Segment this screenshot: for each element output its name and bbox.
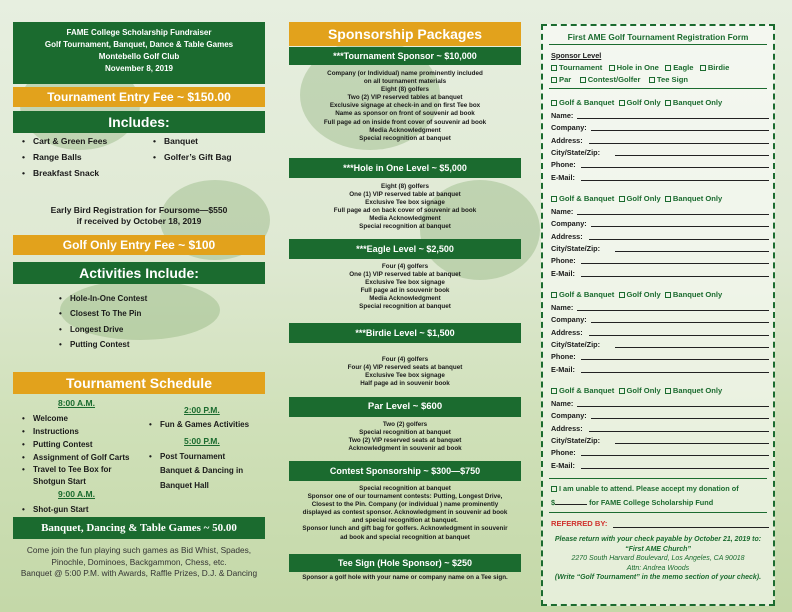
time-8am: 8:00 A.M. (58, 398, 96, 408)
eagle-checkbox[interactable] (665, 65, 671, 71)
benefit: Exclusive Tee box signage (365, 279, 445, 287)
return-instructions (543, 535, 773, 583)
option-label: Banquet Only (672, 290, 723, 299)
benefit: Special recognition at banquet (359, 429, 451, 437)
benefit: Sponsor lunch and gift bag for golfers. Acknowledgment in souvenir (302, 525, 508, 533)
field-line[interactable] (589, 143, 769, 144)
benefit: ad book and special recognition at banquet (340, 533, 470, 541)
option-label: Golf Only (626, 386, 661, 395)
field-line[interactable] (581, 372, 769, 373)
field-label: Phone: (551, 448, 576, 458)
schedule-title: Tournament Schedule (13, 372, 265, 394)
option-label: Golf & Banquet (559, 194, 615, 203)
benefit: One (1) VIP reserved table at banquet (349, 191, 461, 199)
form-field[interactable] (551, 424, 769, 433)
field-line[interactable] (591, 130, 769, 131)
form-field[interactable] (551, 244, 769, 253)
early-bird-line-2: if received by October 18, 2019 (76, 216, 202, 226)
player-options (551, 290, 773, 299)
early-bird-line-1: Early Bird Registration for Foursome—$550 (50, 205, 228, 215)
footer-line-1: Come join the fun playing such games as Bid Whist, Spades, (26, 545, 252, 555)
par-checkbox[interactable] (551, 77, 557, 83)
donation-line-2 (551, 497, 713, 507)
golf-only-checkbox[interactable] (619, 100, 625, 106)
option-label: Banquet Only (672, 386, 723, 395)
option-label: Banquet Only (672, 98, 723, 107)
golf-banquet-checkbox[interactable] (551, 196, 557, 202)
par-list (289, 421, 521, 453)
benefit: Media Acknowledgment (369, 295, 441, 303)
field-label: Phone: (551, 352, 576, 362)
option-label: Golf Only (626, 290, 661, 299)
field-line[interactable] (615, 155, 769, 156)
info-column (0, 0, 270, 612)
contest-golfer-checkbox[interactable] (580, 77, 586, 83)
sponsor-level-row-1 (551, 63, 773, 72)
schedule-item-cont: Banquet Hall (160, 481, 209, 490)
schedule-item: • Post Tournament (160, 452, 225, 461)
field-line[interactable] (589, 335, 769, 336)
form-field[interactable] (551, 303, 769, 312)
benefit: Exclusive Tee box signage (365, 372, 445, 380)
player-options (551, 98, 773, 107)
field-line[interactable] (615, 443, 769, 444)
player-options (551, 386, 773, 395)
banquet-bar: Banquet, Dancing & Table Games ~ 50.00 (13, 517, 265, 539)
form-field[interactable] (551, 232, 769, 241)
schedule-item: • Shot-gun Start (33, 505, 89, 514)
golf-banquet-checkbox[interactable] (551, 292, 557, 298)
entry-fee-bar: Tournament Entry Fee ~ $150.00 (13, 87, 265, 107)
eagle-head: ***Eagle Level ~ $2,500 (289, 239, 521, 259)
option-label: Tournament (559, 63, 603, 72)
return-line-4: Attn: Andrea Woods (626, 564, 690, 572)
field-line[interactable] (581, 167, 769, 168)
time-9am: 9:00 A.M. (58, 489, 96, 499)
form-field[interactable] (551, 328, 769, 337)
includes-title: Includes: (13, 111, 265, 133)
form-field[interactable] (551, 173, 769, 182)
return-line-5: (Write “Golf Tournament” in the memo section of your check). (554, 574, 762, 581)
form-field[interactable] (551, 136, 769, 145)
tee-sign-list (289, 574, 521, 582)
form-field[interactable] (551, 219, 769, 228)
form-field[interactable] (551, 123, 769, 132)
donation-line-1 (551, 484, 771, 493)
golf-only-checkbox[interactable] (619, 292, 625, 298)
field-label: City/State/Zip: (551, 147, 601, 157)
schedule-item: • Assignment of Golf Carts (33, 453, 129, 462)
field-line[interactable] (591, 322, 769, 323)
field-label: E-Mail: (551, 364, 575, 374)
benefit: Company (or Individual) name prominently included (327, 70, 483, 77)
golf-banquet-checkbox[interactable] (551, 100, 557, 106)
player-options (551, 194, 773, 203)
option-label: Golf & Banquet (559, 290, 615, 299)
donation-amount-field[interactable] (555, 497, 587, 505)
sponsor-level-row-2 (551, 75, 773, 84)
birdie-list (289, 356, 521, 388)
birdie-head: ***Birdie Level ~ $1,500 (289, 323, 521, 343)
field-line[interactable] (615, 347, 769, 348)
field-label: E-Mail: (551, 268, 575, 278)
benefit: Acknowledgment in souvenir ad book (348, 445, 462, 453)
field-line[interactable] (581, 468, 769, 469)
form-field[interactable] (551, 365, 769, 374)
golf-only-bar: Golf Only Entry Fee ~ $100 (13, 235, 265, 255)
benefit: Eight (8) golfers (381, 183, 429, 190)
field-label: Address: (551, 423, 583, 433)
activity-item: • Hole-In-One Contest (70, 294, 147, 303)
benefit: Full page ad in souvenir book (360, 287, 450, 295)
option-label: Golf & Banquet (559, 98, 615, 107)
schedule-item: • Welcome (33, 414, 68, 423)
header-line-1: FAME College Scholarship Fundraiser (66, 28, 212, 37)
form-field[interactable] (551, 111, 769, 120)
form-field[interactable] (551, 340, 769, 349)
field-line[interactable] (581, 455, 769, 456)
field-label: Company: (551, 123, 587, 133)
benefit: Two (2) VIP reserved tables at banquet (347, 94, 463, 102)
field-label: Company: (551, 219, 587, 229)
banquet-only-checkbox[interactable] (665, 388, 671, 394)
sponsorship-column (282, 0, 526, 612)
option-label: Birdie (707, 63, 730, 72)
field-line[interactable] (577, 214, 769, 215)
option-label: Par (559, 75, 572, 84)
return-line-1: Please return with your check payable by October 21, 2019 to: (554, 536, 762, 543)
activities-title: Activities Include: (13, 262, 265, 284)
header-line-4: November 8, 2019 (104, 64, 174, 73)
field-label: City/State/Zip: (551, 243, 601, 253)
golf-only-checkbox[interactable] (619, 196, 625, 202)
field-line[interactable] (589, 431, 769, 432)
schedule-item-cont: Shotgun Start (33, 477, 86, 486)
schedule-item: • Travel to Tee Box for (33, 465, 112, 474)
footer-text (13, 545, 265, 580)
field-label: Address: (551, 327, 583, 337)
benefit: Four (4) VIP reserved seats at banquet (347, 364, 463, 372)
benefit: Media Acknowledgment (369, 215, 441, 223)
benefit: Special recognition at banquet (359, 223, 451, 231)
activity-item: • Longest Drive (70, 325, 123, 334)
field-line[interactable] (589, 239, 769, 240)
benefit: Full page ad on back cover of souvenir ad book (333, 207, 477, 215)
hole-in-one-list (289, 183, 521, 232)
benefit: Two (2) VIP reserved seats at banquet (348, 437, 462, 445)
banquet-only-checkbox[interactable] (665, 100, 671, 106)
tournament-sponsor-head: ***Tournament Sponsor ~ $10,000 (289, 47, 521, 65)
field-label: Name: (551, 303, 574, 312)
schedule-item: • Fun & Games Activities (160, 420, 249, 429)
benefit: Eight (8) golfers (381, 86, 429, 94)
option-label: Eagle (673, 63, 694, 72)
sponsorship-title: Sponsorship Packages (289, 22, 521, 46)
golf-only-checkbox[interactable] (619, 388, 625, 394)
field-label: E-Mail: (551, 460, 575, 470)
field-label: Address: (551, 135, 583, 145)
hole-in-one-checkbox[interactable] (609, 65, 615, 71)
benefit: Name as sponsor on front of souvenir ad book (335, 110, 475, 118)
field-line[interactable] (581, 276, 769, 277)
include-item: • Golfer’s Gift Bag (164, 152, 232, 162)
dollar-sign: $ (551, 498, 556, 507)
field-label: City/State/Zip: (551, 339, 601, 349)
field-label: Name: (551, 207, 574, 216)
eagle-list (289, 263, 521, 312)
hole-in-one-head: ***Hole in One Level ~ $5,000 (289, 158, 521, 178)
early-bird (13, 205, 265, 227)
option-label: Banquet Only (672, 194, 723, 203)
return-line-3: 2270 South Harvard Boulevard, Los Angeles, CA 90018 (571, 555, 745, 562)
form-field[interactable] (551, 448, 769, 457)
include-item: • Cart & Green Fees (33, 136, 107, 146)
tee-sign-checkbox[interactable] (649, 77, 655, 83)
activity-item: • Putting Contest (70, 340, 130, 349)
field-label: Phone: (551, 256, 576, 266)
benefit: Closest to the Pin. Company (or individual ) name prominently (311, 501, 499, 509)
tee-sign-head: Tee Sign (Hole Sponsor) ~ $250 (289, 554, 521, 572)
benefit: Two (2) golfers (382, 421, 428, 428)
field-line[interactable] (577, 118, 769, 119)
return-line-2: “First AME Church” (625, 545, 691, 553)
birdie-checkbox[interactable] (700, 65, 706, 71)
benefit: Media Acknowledgment (369, 126, 441, 134)
time-2pm: 2:00 P.M. (184, 405, 220, 415)
form-field[interactable] (551, 148, 769, 157)
benefit: One (1) VIP reserved table at banquet (349, 271, 461, 279)
schedule-item: • Instructions (33, 427, 79, 436)
field-label: Name: (551, 111, 574, 120)
field-line[interactable] (615, 251, 769, 252)
form-field[interactable] (551, 207, 769, 216)
golf-banquet-checkbox[interactable] (551, 388, 557, 394)
header-line-2: Golf Tournament, Banquet, Dance & Table Games (44, 40, 234, 49)
field-label: Address: (551, 231, 583, 241)
contest-head: Contest Sponsorship ~ $300—$750 (289, 461, 521, 481)
form-field[interactable] (551, 411, 769, 420)
referred-by-field[interactable] (613, 527, 769, 528)
field-label: Company: (551, 411, 587, 421)
field-line[interactable] (581, 263, 769, 264)
option-label: Hole in One (616, 63, 659, 72)
footer-line-3: Banquet @ 5:00 P.M. with Awards, Raffle Prizes, D.J. & Dancing (20, 568, 258, 578)
field-line[interactable] (581, 180, 769, 181)
form-field[interactable] (551, 160, 769, 169)
benefit: displayed as contest sponsor. Acknowledgment in souvenir ad book (302, 509, 508, 517)
include-item: • Breakfast Snack (33, 168, 99, 178)
benefit: on all tournament materials (363, 78, 447, 86)
benefit: and special recognition at banquet. (352, 517, 458, 525)
benefit: Half page ad in souvenir book (360, 380, 450, 388)
activity-item: • Closest To The Pin (70, 309, 141, 318)
event-header (13, 22, 265, 84)
form-title: First AME Golf Tournament Registration Form (567, 32, 749, 42)
field-line[interactable] (591, 418, 769, 419)
option-label: Golf Only (626, 98, 661, 107)
benefit: Special recognition at banquet (359, 303, 451, 311)
header-line-3: Montebello Golf Club (98, 52, 180, 61)
field-line[interactable] (581, 359, 769, 360)
donation-text: I am unable to attend. Please accept my donation of (559, 484, 739, 493)
benefit: Four (4) golfers (381, 356, 429, 363)
form-field[interactable] (551, 256, 769, 265)
footer-line-2: Pinochle, Dominoes, Backgammon, Chess, etc. (51, 556, 227, 567)
par-head: Par Level ~ $600 (289, 397, 521, 417)
benefit: Full page ad on inside front cover of souvenir ad book (323, 118, 487, 126)
field-label: Name: (551, 399, 574, 408)
time-5pm: 5:00 P.M. (184, 436, 220, 446)
option-label: Tee Sign (656, 75, 688, 84)
option-label: Contest/Golfer (587, 75, 641, 84)
donation-purpose: for FAME College Scholarship Fund (589, 498, 714, 507)
banquet-only-checkbox[interactable] (665, 292, 671, 298)
field-label: City/State/Zip: (551, 435, 601, 445)
field-label: Phone: (551, 160, 576, 170)
include-item: • Range Balls (33, 152, 82, 162)
contest-list (289, 485, 521, 542)
benefit: Special recognition at banquet (359, 485, 451, 492)
referred-by-label: REFERRED BY: (551, 519, 608, 528)
benefit: Special recognition at banquet (359, 134, 451, 142)
tournament-checkbox[interactable] (551, 65, 557, 71)
benefit: Sponsor a golf hole with your name or company name on a Tee sign. (302, 574, 508, 581)
registration-form (541, 24, 775, 606)
benefit: Sponsor one of our tournament contests: Putting, Longest Drive, (307, 493, 503, 501)
form-field[interactable] (551, 461, 769, 470)
include-item: • Banquet (164, 136, 198, 146)
schedule-item: • Putting Contest (33, 440, 93, 449)
banquet-only-checkbox[interactable] (665, 196, 671, 202)
form-field[interactable] (551, 269, 769, 278)
form-field[interactable] (551, 352, 769, 361)
benefit: Exclusive signage at check-in and on first Tee box (329, 102, 481, 110)
form-field[interactable] (551, 436, 769, 445)
field-line[interactable] (577, 310, 769, 311)
benefit: Four (4) golfers (381, 263, 429, 270)
form-field[interactable] (551, 315, 769, 324)
field-label: Company: (551, 315, 587, 325)
benefit: Exclusive Tee box signage (365, 199, 445, 207)
field-label: E-Mail: (551, 172, 575, 182)
schedule-item-cont: Banquet & Dancing in (160, 466, 244, 475)
field-line[interactable] (577, 406, 769, 407)
field-line[interactable] (591, 226, 769, 227)
sponsor-level-label: Sponsor Level (551, 51, 602, 60)
form-field[interactable] (551, 399, 769, 408)
unable-to-attend-checkbox[interactable] (551, 486, 557, 492)
tournament-sponsor-list (289, 70, 521, 143)
option-label: Golf & Banquet (559, 386, 615, 395)
option-label: Golf Only (626, 194, 661, 203)
